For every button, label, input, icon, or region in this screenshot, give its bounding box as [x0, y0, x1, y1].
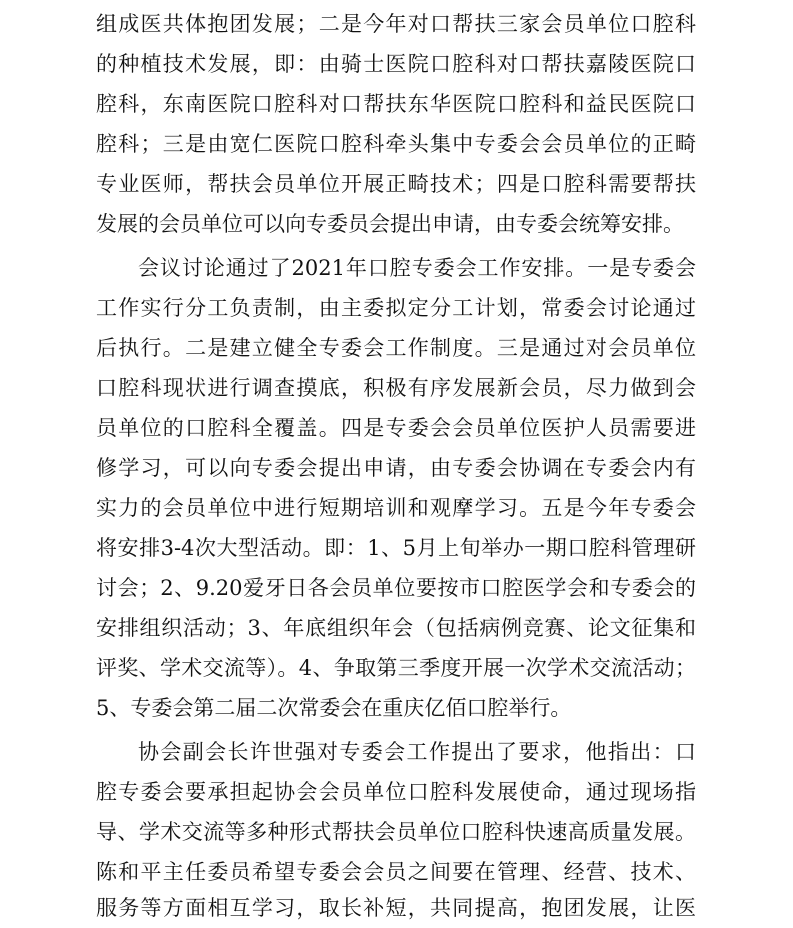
- text-line: 的种植技术发展，即：由骑士医院口腔科对口帮扶嘉陵医院口: [96, 52, 696, 76]
- text-line: 将安排3-4次大型活动。即：1、5月上旬举办一期口腔科管理研: [96, 536, 696, 560]
- text-line: 实力的会员单位中进行短期培训和观摩学习。五是今年专委会: [96, 496, 696, 520]
- text-line: 口腔科现状进行调查摸底，积极有序发展新会员，尽力做到会: [96, 376, 696, 400]
- text-line: 员单位的口腔科全覆盖。四是专委会会员单位医护人员需要进: [96, 416, 696, 440]
- text-line: 导、学术交流等多种形式帮扶会员单位口腔科快速高质量发展。: [96, 820, 696, 844]
- text-line: 腔专委会要承担起协会会员单位口腔科发展使命，通过现场指: [96, 780, 696, 804]
- text-line: 评奖、学术交流等）。4、争取第三季度开展一次学术交流活动；: [96, 656, 696, 680]
- text-line: 修学习，可以向专委会提出申请，由专委会协调在专委会内有: [96, 456, 696, 480]
- text-line: 专业医师，帮扶会员单位开展正畸技术；四是口腔科需要帮扶: [96, 172, 696, 196]
- text-line: 后执行。二是建立健全专委会工作制度。三是通过对会员单位: [96, 336, 696, 360]
- text-line: 5、专委会第二届二次常委会在重庆亿佰口腔举行。: [96, 696, 572, 720]
- text-line: 服务等方面相互学习，取长补短，共同提高，抱团发展，让医: [96, 896, 696, 920]
- text-line: 组成医共体抱团发展；二是今年对口帮扶三家会员单位口腔科: [96, 12, 696, 36]
- text-line: 讨会；2、9.20爱牙日各会员单位要按市口腔医学会和专委会的: [96, 576, 696, 600]
- text-line: 陈和平主任委员希望专委会会员之间要在管理、经营、技术、: [96, 860, 696, 884]
- text-line: 发展的会员单位可以向专委员会提出申请，由专委会统筹安排。: [96, 212, 684, 236]
- text-line: 会议讨论通过了2021年口腔专委会工作安排。一是专委会: [138, 256, 696, 280]
- text-line: 腔科；三是由宽仁医院口腔科牵头集中专委会会员单位的正畸: [96, 132, 696, 156]
- text-line: 安排组织活动；3、年底组织年会（包括病例竞赛、论文征集和: [96, 616, 696, 640]
- text-line: 腔科，东南医院口腔科对口帮扶东华医院口腔科和益民医院口: [96, 92, 696, 116]
- text-line: 工作实行分工负责制，由主委拟定分工计划，常委会讨论通过: [96, 296, 696, 320]
- text-line: 协会副会长许世强对专委会工作提出了要求，他指出：口: [138, 740, 696, 764]
